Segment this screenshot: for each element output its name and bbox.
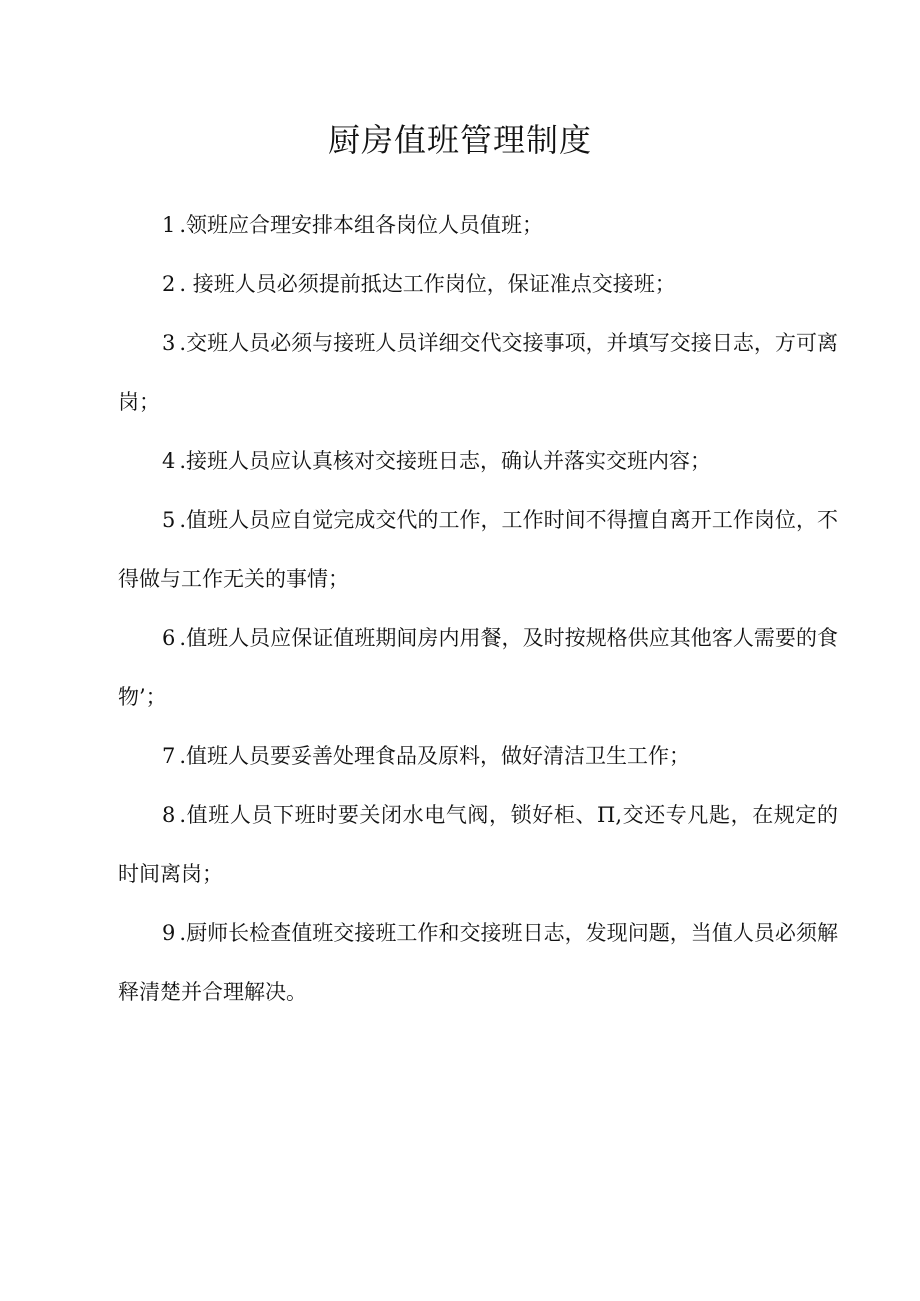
rule-item-4 bbox=[118, 432, 838, 491]
rules-list bbox=[118, 196, 838, 1022]
rule-text: .值班人员下班时要关闭水电气阀，锁好柜、Π,交还专凡匙，在规定的时间离岗； bbox=[118, 803, 838, 886]
rule-number: 3 bbox=[162, 331, 176, 355]
rule-item-7 bbox=[118, 727, 838, 786]
rule-text: .领班应合理安排本组各岗位人员值班； bbox=[179, 213, 544, 237]
rule-number: 5 bbox=[162, 508, 176, 532]
rule-item-3 bbox=[118, 314, 838, 432]
rule-number: 2 bbox=[162, 272, 176, 296]
rule-number: 9 bbox=[162, 921, 176, 945]
rule-text: .接班人员应认真核对交接班日志，确认并落实交班内容； bbox=[179, 449, 712, 473]
rule-text: . 接班人员必须提前抵达工作岗位，保证准点交接班； bbox=[179, 272, 676, 296]
rule-item-8 bbox=[118, 786, 838, 904]
rule-number: 7 bbox=[162, 744, 176, 768]
rule-number: 1 bbox=[162, 213, 176, 237]
rule-item-5 bbox=[118, 491, 838, 609]
rule-text: .厨师长检查值班交接班工作和交接班日志，发现问题，当值人员必须解释清楚并合理解决。 bbox=[118, 921, 838, 1004]
document-title: 厨房值班管理制度 bbox=[327, 121, 592, 159]
rule-text: .交班人员必须与接班人员详细交代交接事项，并填写交接日志，方可离岗； bbox=[118, 331, 838, 414]
rule-number: 8 bbox=[162, 803, 176, 827]
rule-item-2 bbox=[118, 255, 838, 314]
rule-item-9 bbox=[118, 904, 838, 1022]
rule-item-6 bbox=[118, 609, 838, 727]
rule-item-1 bbox=[118, 196, 838, 255]
rule-number: 6 bbox=[162, 626, 176, 650]
rule-number: 4 bbox=[162, 449, 176, 473]
rule-text: .值班人员要妥善处理食品及原料，做好清洁卫生工作； bbox=[179, 744, 691, 768]
rule-text: .值班人员应自觉完成交代的工作，工作时间不得擅自离开工作岗位，不得做与工作无关的事情； bbox=[118, 508, 838, 591]
rule-text: .值班人员应保证值班期间房内用餐，及时按规格供应其他客人需要的食物’； bbox=[118, 626, 838, 709]
